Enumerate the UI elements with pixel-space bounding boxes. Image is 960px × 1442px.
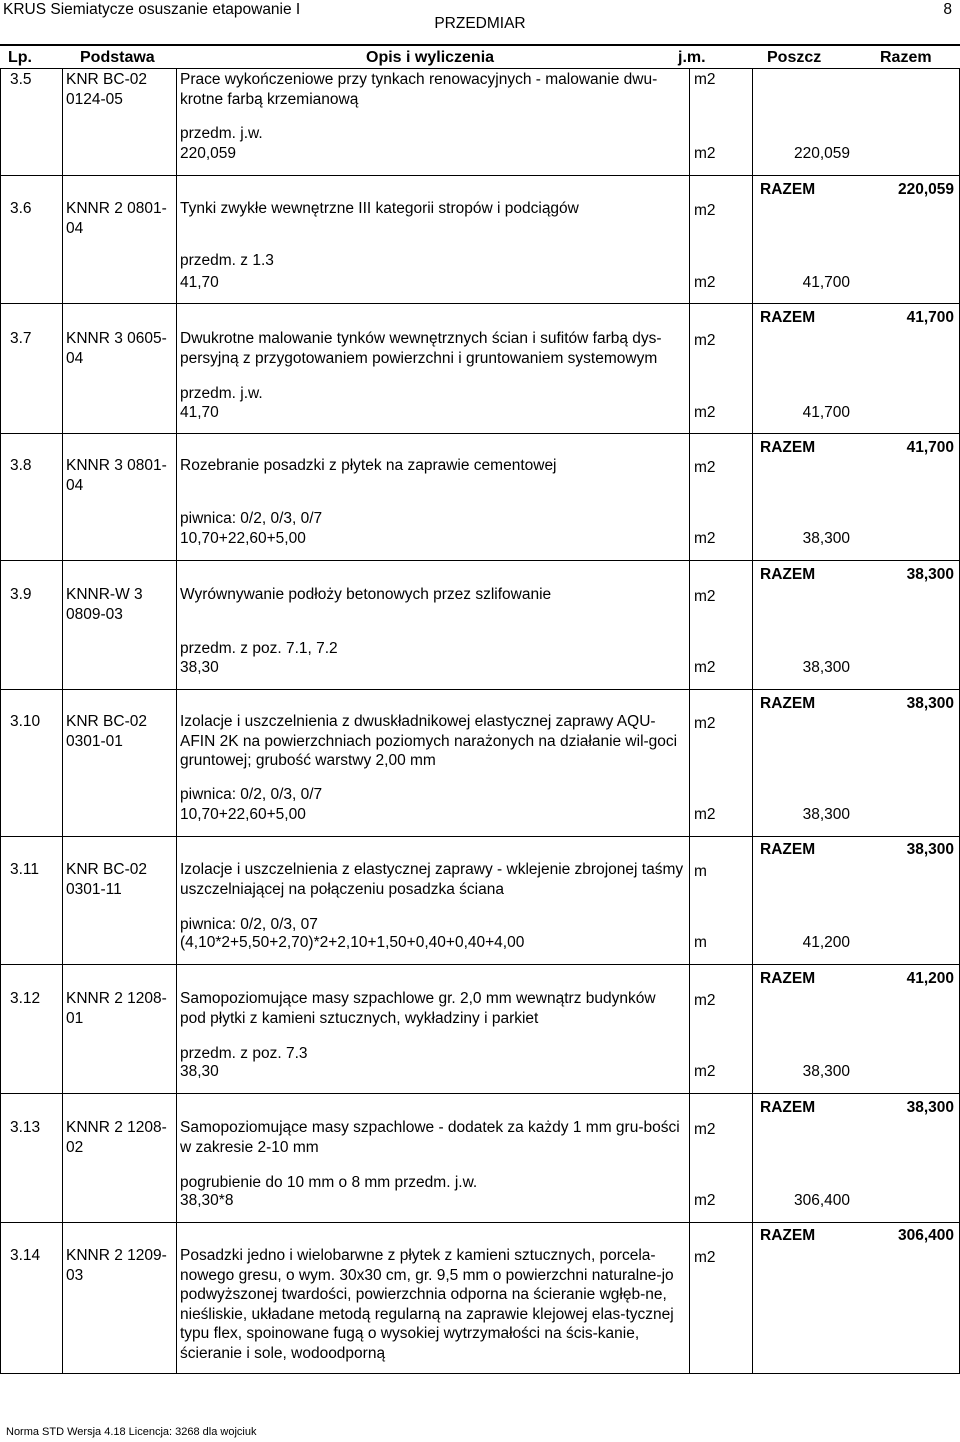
item-number: 3.6 — [10, 200, 32, 217]
column-header-poszcz: Poszcz — [767, 49, 822, 66]
razem-label: RAZEM — [760, 970, 816, 987]
calc-unit: m2 — [694, 1192, 716, 1209]
calc-value: 38,300 — [802, 1063, 850, 1080]
item-description: Wyrównywanie podłoży betonowych przez szlifowanie — [180, 586, 552, 603]
calc-expression: 38,30 — [180, 659, 219, 676]
razem-value: 41,700 — [906, 439, 954, 456]
item-description: Izolacje i uszczelnienia z dwuskładnikowej elastycznej zaprawy AQU-AFIN 2K na powierzchniach poziomych narażonych na działanie wil-goci gruntowej; grubość warstwy 2,00 mm — [180, 713, 678, 770]
calc-value: 220,059 — [793, 145, 850, 162]
calc-label: piwnica: 0/2, 0/3, 0/7 — [180, 510, 323, 527]
razem-value: 38,300 — [906, 566, 954, 583]
item-unit: m2 — [694, 332, 716, 349]
item-description: Tynki zwykłe wewnętrzne III kategorii stropów i podciągów — [180, 200, 579, 217]
header-bottom-rule — [0, 68, 960, 69]
calc-expression: 38,30 — [180, 1063, 219, 1080]
item-number: 3.14 — [10, 1247, 41, 1264]
calc-unit: m2 — [694, 659, 716, 676]
calc-unit: m2 — [694, 1063, 716, 1080]
column-divider — [62, 68, 63, 1374]
item-number: 3.7 — [10, 330, 32, 347]
calc-expression: 220,059 — [180, 145, 237, 162]
calc-expression: 10,70+22,60+5,00 — [180, 806, 306, 823]
razem-value: 38,300 — [906, 695, 954, 712]
razem-rule — [0, 964, 960, 965]
razem-rule — [0, 560, 960, 561]
table-bottom-rule — [0, 1373, 960, 1374]
calc-unit: m2 — [694, 806, 716, 823]
calc-value: 41,700 — [802, 274, 850, 291]
calc-value: 38,300 — [802, 659, 850, 676]
footer-license: Norma STD Wersja 4.18 Licencja: 3268 dla wojciuk — [6, 1426, 257, 1438]
item-description: Posadzki jedno i wielobarwne z płytek z kamieni sztucznych, porcela-nowego gresu, o wym. 30x30 cm, gr. 9,5 mm o powierzchni naturalne-jo podwyższonej twardości, powierzchnia odporna na ścieranie wgłęb-ne, nieśliskie, układane metodą regularną na zaprawie klejowej elas-tycznej typu flex, spoinowane fugą o wysokiej wytrzymałości na ścis-kanie, ścieranie i sole, wodoodporną — [180, 1247, 674, 1362]
column-divider — [752, 68, 753, 1374]
page-number: 8 — [943, 1, 952, 18]
calc-value: 41,200 — [802, 934, 850, 951]
item-description: Samopoziomujące masy szpachlowe gr. 2,0 mm wewnątrz budynków pod płytki z kamieni sztucznych, wykładziny i parkiet — [180, 990, 656, 1027]
item-number: 3.13 — [10, 1119, 41, 1136]
calc-label: przedm. j.w. — [180, 385, 263, 402]
razem-rule — [0, 303, 960, 304]
calc-unit: m2 — [694, 274, 716, 291]
item-code: KNR BC-02 0301-01 — [66, 713, 147, 750]
item-code: KNR BC-02 0124-05 — [66, 71, 147, 108]
column-divider — [0, 68, 1, 1374]
item-description: Rozebranie posadzki z płytek na zaprawie cementowej — [180, 457, 557, 474]
calc-expression: 41,70 — [180, 274, 219, 291]
razem-label: RAZEM — [760, 1099, 816, 1116]
calc-label: piwnica: 0/2, 0/3, 0/7 — [180, 786, 323, 803]
razem-value: 41,200 — [906, 970, 954, 987]
razem-label: RAZEM — [760, 439, 816, 456]
razem-value: 220,059 — [897, 181, 954, 198]
item-code: KNNR 2 1209-03 — [66, 1247, 167, 1284]
razem-label: RAZEM — [760, 695, 816, 712]
item-unit: m2 — [694, 459, 716, 476]
item-code: KNNR 2 1208-01 — [66, 990, 167, 1027]
column-divider — [176, 68, 177, 1374]
calc-unit: m — [694, 934, 707, 951]
item-code: KNR BC-02 0301-11 — [66, 861, 147, 898]
razem-rule — [0, 1093, 960, 1094]
calc-value: 38,300 — [802, 806, 850, 823]
calc-value: 38,300 — [802, 530, 850, 547]
item-unit: m2 — [694, 71, 716, 88]
item-code: KNNR 3 0801-04 — [66, 457, 167, 494]
calc-label: przedm. z 1.3 — [180, 252, 274, 269]
razem-value: 306,400 — [897, 1227, 954, 1244]
calc-label: przedm. z poz. 7.1, 7.2 — [180, 640, 338, 657]
item-unit: m2 — [694, 992, 716, 1009]
calc-unit: m2 — [694, 530, 716, 547]
item-unit: m2 — [694, 1121, 716, 1138]
item-code: KNNR 3 0605-04 — [66, 330, 167, 367]
calc-unit: m2 — [694, 145, 716, 162]
item-description: Dwukrotne malowanie tynków wewnętrznych ścian i sufitów farbą dys-persyjną z przygotowaniem powierzchni i gruntowaniem systemowym — [180, 330, 662, 367]
razem-label: RAZEM — [760, 181, 816, 198]
column-header-podstawa: Podstawa — [80, 49, 155, 66]
calc-label: piwnica: 0/2, 0/3, 07 — [180, 916, 318, 933]
calc-label: przedm. j.w. — [180, 125, 263, 142]
item-number: 3.8 — [10, 457, 32, 474]
razem-label: RAZEM — [760, 1227, 816, 1244]
calc-unit: m2 — [694, 404, 716, 421]
item-number: 3.10 — [10, 713, 41, 730]
razem-label: RAZEM — [760, 566, 816, 583]
item-unit: m2 — [694, 202, 716, 219]
calc-value: 41,700 — [802, 404, 850, 421]
razem-value: 41,700 — [906, 309, 954, 326]
item-description: Izolacje i uszczelnienia z elastycznej zaprawy - wklejenie zbrojonej taśmy uszczelniającej na połączeniu posadzka ściana — [180, 861, 684, 898]
razem-rule — [0, 175, 960, 176]
razem-value: 38,300 — [906, 841, 954, 858]
column-header-razem: Razem — [880, 49, 932, 66]
document-type-title: PRZEDMIAR — [434, 15, 526, 32]
item-code: KNNR 2 0801-04 — [66, 200, 167, 237]
item-description: Samopoziomujące masy szpachlowe - dodatek za każdy 1 mm gru-bości w zakresie 2-10 mm — [180, 1119, 680, 1156]
document-header-title: KRUS Siemiatycze osuszanie etapowanie I — [3, 1, 301, 18]
column-header-opis: Opis i wyliczenia — [366, 49, 495, 66]
header-top-rule — [0, 44, 960, 46]
item-number: 3.12 — [10, 990, 41, 1007]
column-header-lp: Lp. — [8, 49, 32, 66]
item-unit: m — [694, 863, 707, 880]
item-unit: m2 — [694, 715, 716, 732]
calc-expression: (4,10*2+5,50+2,70)*2+2,10+1,50+0,40+0,40+4,00 — [180, 934, 525, 951]
razem-rule — [0, 689, 960, 690]
calc-expression: 10,70+22,60+5,00 — [180, 530, 306, 547]
item-number: 3.5 — [10, 71, 32, 88]
razem-rule — [0, 1222, 960, 1223]
item-code: KNNR-W 3 0809-03 — [66, 586, 143, 623]
calc-expression: 41,70 — [180, 404, 219, 421]
column-divider — [689, 68, 690, 1374]
calc-value: 306,400 — [793, 1192, 850, 1209]
razem-rule — [0, 433, 960, 434]
razem-rule — [0, 836, 960, 837]
item-number: 3.9 — [10, 586, 32, 603]
item-description: Prace wykończeniowe przy tynkach renowacyjnych - malowanie dwu-krotne farbą krzemianową — [180, 71, 658, 108]
razem-value: 38,300 — [906, 1099, 954, 1116]
item-number: 3.11 — [10, 861, 40, 878]
item-code: KNNR 2 1208-02 — [66, 1119, 167, 1156]
column-header-jm: j.m. — [678, 49, 706, 66]
calc-label: przedm. z poz. 7.3 — [180, 1045, 308, 1062]
razem-label: RAZEM — [760, 841, 816, 858]
calc-label: pogrubienie do 10 mm o 8 mm przedm. j.w. — [180, 1174, 478, 1191]
calc-expression: 38,30*8 — [180, 1192, 234, 1209]
item-unit: m2 — [694, 588, 716, 605]
item-unit: m2 — [694, 1249, 716, 1266]
razem-label: RAZEM — [760, 309, 816, 326]
